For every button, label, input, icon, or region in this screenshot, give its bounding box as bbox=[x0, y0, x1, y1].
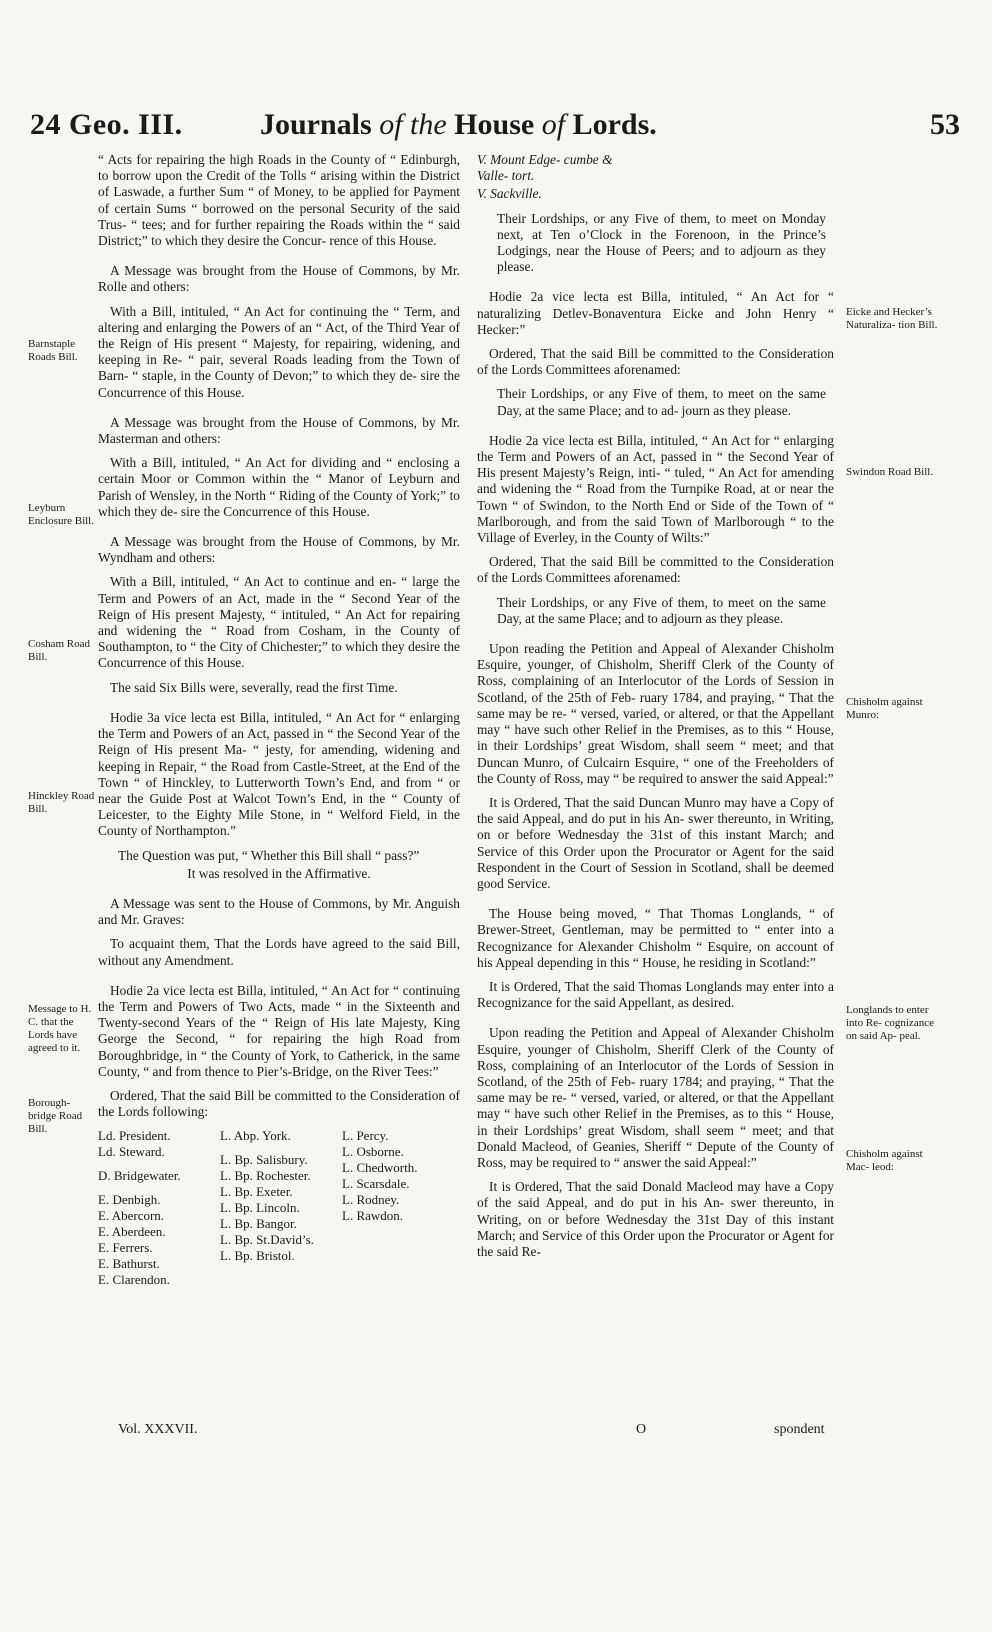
margin-note: Eicke and Hecker’s Naturaliza- tion Bill. bbox=[846, 306, 938, 331]
paragraph: The said Six Bills were, severally, read the first Time. bbox=[110, 679, 398, 695]
lord-name: L. Bp. Rochester. bbox=[220, 1168, 311, 1184]
lords-committee-list bbox=[98, 1128, 460, 1288]
catchword: spondent bbox=[774, 1422, 825, 1437]
lord-name: Ld. Steward. bbox=[98, 1144, 165, 1160]
left-column bbox=[98, 152, 460, 1288]
paragraph: Upon reading the Petition and Appeal of Alexander Chisholm Esquire, younger, of Chisholm, Sheriff Clerk of the County of Ross, complaining of an Interlocutor of the Lords of Session in Scotland, of the 25th of Feb- ruary 1784, and praying, “ That the same may be re- “ versed, varied, or altered, or that the Appellant may “ have such other Relief in the Premises, as to this “ House, in their Lordships’ great Wisdom, shall seem “ meet; and that Duncan Munro, of Culcairn Esquire, “ one of the Freeholders of the County of Ross, may “ be required to answer the said Appeal:” bbox=[477, 641, 834, 786]
paragraph: The House being moved, “ That Thomas Longlands, “ of Brewer-Street, Gentleman, may be permitted to “ enter into a Recognizance for Alexander Chisholm “ Esquire, on account of his Appeal depending in this “ House, he residing in Scotland:” bbox=[477, 906, 834, 970]
lord-name: L. Scarsdale. bbox=[342, 1176, 410, 1192]
lord-name: V. Sackville. bbox=[477, 186, 542, 202]
paragraph: It is Ordered, That the said Donald Macleod may have a Copy of the said Appeal, and do put in his An- swer thereunto, in Writing, on or before Wednesday the 31st Day of this instant March; and Service of this Order upon the Procurator or Agent for the said Re- bbox=[477, 1179, 834, 1259]
paragraph: A Message was brought from the House of Commons, by Mr. Masterman and others: bbox=[98, 414, 460, 447]
lord-name: E. Clarendon. bbox=[98, 1272, 170, 1288]
margin-note: Cosham Road Bill. bbox=[28, 638, 91, 663]
lords-column-2 bbox=[220, 1128, 336, 1288]
lord-name: E. Bathurst. bbox=[98, 1256, 160, 1272]
paragraph: With a Bill, intituled, “ An Act for continuing the “ Term, and altering and enlarging the Powers of an “ Act, of the Third Year of the Reign of His present “ Majesty, for repairing, widening, and keeping in Re- “ pair, several Roads leading from the Town of Barn- “ staple, in the County of Devon;” to which they de- sire the Concurrence of this House. bbox=[98, 303, 460, 400]
lord-name: E. Aberdeen. bbox=[98, 1224, 166, 1240]
margin-note: Borough- bridge Road Bill. bbox=[28, 1097, 83, 1135]
lord-name: L. Percy. bbox=[342, 1128, 389, 1144]
paragraph: Hodie 3a vice lecta est Billa, intituled, “ An Act for “ enlarging the Term and Powers of an Act, passed in “ the Second Year of the Reign of His present Ma- “ jesty, for amending, widening and keeping in Repair, “ the Road from Castle-Street, at the End of the Town “ of Hinckley, to Lutterworth Town’s End, and from “ or near the Guide Post at Walcot Town’s End, in the “ County of Leicester, to the Eighty Mile Stone, in “ Welford Field, in the County of Northampton.” bbox=[98, 709, 460, 839]
paragraph: Ordered, That the said Bill be committed to the Consideration of the Lords following: bbox=[98, 1087, 460, 1120]
lord-name: E. Abercorn. bbox=[98, 1208, 165, 1224]
paragraph: A Message was sent to the House of Commons, by Mr. Anguish and Mr. Graves: bbox=[98, 895, 460, 928]
paragraph: “ Acts for repairing the high Roads in the County of “ Edinburgh, to borrow upon the Credit of the Tolls “ arising within the District of Laswade, a further Sum “ of Money, to be applied for Payment of certain Sums “ borrowed on the personal Security of the said Trus- “ tees; and for further repairing the Roads within the “ said District;” to which they desire the Concur- rence of this House. bbox=[98, 152, 460, 249]
paragraph: Their Lordships, or any Five of them, to meet on the same Day, at the same Place; and to adjourn as they please. bbox=[497, 594, 826, 626]
paragraph: With a Bill, intituled, “ An Act to continue and en- “ large the Term and Powers of an Act, made in the “ Second Year of the Reign of His present Majesty, “ intituled, “ An Act for repairing and widening the “ Road from Cosham, in the County of Southampton, to “ the City of Chichester;” to which they desire the Concurrence of this House. bbox=[98, 574, 460, 671]
lord-name: L. Abp. York. bbox=[220, 1128, 291, 1144]
paragraph: Hodie 2a vice lecta est Billa, intituled, “ An Act for “ naturalizing Detlev-Bonaventura Eicke and John Henry “ Hecker:” bbox=[477, 289, 834, 337]
session-year: 24 Geo. III. bbox=[30, 108, 183, 141]
lord-name: L. Bp. Bangor. bbox=[220, 1216, 297, 1232]
lord-name: L. Bp. St.David’s. bbox=[220, 1232, 314, 1248]
lords-column-1 bbox=[98, 1128, 214, 1288]
page-header bbox=[30, 108, 960, 148]
margin-note: Longlands to enter into Re- cognizance on said Ap- peal. bbox=[846, 1004, 934, 1042]
paragraph: To acquaint them, That the Lords have agreed to the said Bill, without any Amendment. bbox=[98, 936, 460, 968]
lord-name: L. Rawdon. bbox=[342, 1208, 404, 1224]
paragraph: It is Ordered, That the said Thomas Longlands may enter into a Recognizance for the said Appellant, as desired. bbox=[477, 978, 834, 1011]
lord-name: L. Bp. Lincoln. bbox=[220, 1200, 300, 1216]
lord-name: L. Bp. Exeter. bbox=[220, 1184, 293, 1200]
signature-mark: O bbox=[636, 1422, 647, 1437]
page-number: 53 bbox=[930, 108, 960, 141]
paragraph: Hodie 2a vice lecta est Billa, intituled, “ An Act for “ enlarging the Term and Powers of an Act, passed in “ the Second Year of His present Majesty’s Reign, inti- “ tuled, “ An Act for amending and widening the “ Road from the Turnpike Road, at or near the Town “ of Swindon, to the North End or Side of the Town of “ Marlborough, and from the said Town of Marlborough “ to the Village of Everley, in the County of Wilts:” bbox=[477, 432, 834, 546]
paragraph: The Question was put, “ Whether this Bill shall “ pass?” bbox=[118, 847, 420, 863]
paragraph: With a Bill, intituled, “ An Act for dividing and “ enclosing a certain Moor or Common within the “ Manor of Leyburn and Parish of Wensley, in the North “ Riding of the County of York;” to which they de- sire the Concurrence of this House. bbox=[98, 455, 460, 519]
margin-note: Chisholm against Mac- leod: bbox=[846, 1148, 923, 1173]
lord-name: L. Rodney. bbox=[342, 1192, 400, 1208]
margin-note: Swindon Road Bill. bbox=[846, 466, 934, 478]
margin-note: Message to H. C. that the Lords have agreed to it. bbox=[28, 1003, 92, 1054]
lord-name: Ld. President. bbox=[98, 1128, 171, 1144]
margin-note: Hinckley Road Bill. bbox=[28, 790, 95, 815]
paragraph: A Message was brought from the House of Commons, by Mr. Rolle and others: bbox=[98, 263, 460, 295]
margin-note: Leyburn Enclosure Bill. bbox=[28, 502, 94, 527]
lord-name: E. Ferrers. bbox=[98, 1240, 153, 1256]
lords-column-3 bbox=[342, 1128, 452, 1288]
paragraph: Their Lordships, or any Five of them, to meet on the same Day, at the same Place; and to ad- journ as they please. bbox=[497, 386, 826, 418]
paragraph: Upon reading the Petition and Appeal of Alexander Chisholm Esquire, younger of Chisholm, Sheriff Clerk of the County of Ross, complaining of an Interlocutor of the Lords of Session in Scotland, of the 25th of Feb- ruary 1784; and praying, “ That the same may be re- “ versed, varied, or altered, or that the Appellant may “ have such other Relief in the Premises, as to this “ House, in their Lordships’ great Wisdom, shall seem “ meet; and that Donald Macleod, of Geanies, Sheriff “ Depute of the County of Ross, may be required to “ answer the said Appeal:” bbox=[477, 1025, 834, 1170]
paragraph: Ordered, That the said Bill be committed to the Consideration of the Lords Committees aforenamed: bbox=[477, 554, 834, 586]
lord-name: L. Bp. Salisbury. bbox=[220, 1152, 308, 1168]
journal-title: Journals of the House of Lords. bbox=[260, 108, 657, 141]
margin-note: Barnstaple Roads Bill. bbox=[28, 338, 78, 363]
paragraph: It was resolved in the Affirmative. bbox=[187, 865, 371, 881]
paragraph: A Message was brought from the House of Commons, by Mr. Wyndham and others: bbox=[98, 534, 460, 566]
lord-name: L. Osborne. bbox=[342, 1144, 404, 1160]
lord-name: L. Chedworth. bbox=[342, 1160, 418, 1176]
lord-name: D. Bridgewater. bbox=[98, 1168, 181, 1184]
lord-name: E. Denbigh. bbox=[98, 1192, 161, 1208]
volume-label: Vol. XXXVII. bbox=[118, 1422, 198, 1437]
paragraph: Ordered, That the said Bill be committed to the Consideration of the Lords Committees aforenamed: bbox=[477, 346, 834, 378]
paragraph: Hodie 2a vice lecta est Billa, intituled, “ An Act for “ continuing the Term and Powers of Two Acts, made “ in the Sixteenth and Twenty-second Years of the “ Reign of His late Majesty, King George the Second, “ for repairing the high Road from Boroughbridge, in “ the County of York, to Catherick, in the same County, “ and from thence to Pier’s-Bridge, on the River Tees:” bbox=[98, 982, 460, 1079]
lord-name: V. Mount Edge- cumbe & Valle- tort. bbox=[477, 152, 613, 184]
margin-note: Chisholm against Munro: bbox=[846, 696, 923, 721]
right-column bbox=[477, 152, 834, 1268]
paragraph: Their Lordships, or any Five of them, to meet on Monday next, at Ten o’Clock in the Forenoon, in the Prince’s Lodgings, near the House of Peers; and to adjourn as they please. bbox=[497, 210, 826, 275]
paragraph: It is Ordered, That the said Duncan Munro may have a Copy of the said Appeal, and do put in his An- swer thereunto, in Writing, on or before Wednesday the 31st of this instant March; and Service of this Order upon the Procurator or Agent for the said Respondent in the Court of Session in Scotland, shall be deemed good Service. bbox=[477, 794, 834, 891]
lord-name: L. Bp. Bristol. bbox=[220, 1248, 295, 1264]
